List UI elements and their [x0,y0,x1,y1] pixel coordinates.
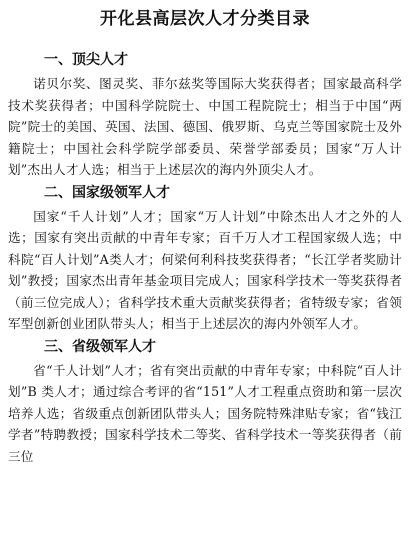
section-top-talent [8,48,402,181]
section-heading-top-talent: 一、顶尖人才 [44,52,128,68]
section-national-leading-talent [8,181,402,335]
section-heading-provincial-leading-talent: 三、省级领军人才 [44,338,156,355]
section-body-top-talent: 诺贝尔奖、图灵奖、菲尔兹奖等国际大奖获得者；国家最高科学技术奖获得者；中国科学院院士、中国工程院院士；相当于中国“两院”院士的美国、英国、法国、德国、俄罗斯、乌克兰等国家院士及外籍院士；中国社会科学院学部委员、荣誉学部委员；国家“万人计划”杰出人才人选；相当于上述层次的海内外顶尖人才。 [8,76,402,177]
section-body-national-leading-talent: 国家“千人计划”人才；国家“万人计划”中除杰出人才之外的人选；国家有突出贡献的中青年专家；百千万人才工程国家级人选；中科院“百人计划”A类人才；何梁何利科技奖获得者；“长江学者奖励计划”教授；国家杰出青年基金项目完成人；国家科学技术一等奖获得者（前三位完成人）；省科学技术重大贡献奖获得者；省特级专家；省领军型创新创业团队带头人；相当于上述层次的海内外领军人才。 [8,208,402,331]
document-title: 开化县高层次人才分类目录 [100,9,310,29]
section-heading-national-leading-talent: 二、国家级领军人才 [44,184,170,201]
section-provincial-leading-talent [8,335,402,468]
section-body-provincial-leading-talent: 省“千人计划”人才；省有突出贡献的中青年专家；中科院“百人计划”B 类人才；通过综合考评的省“151”人才工程重点资助和第一层次培养人选；省级重点创新团队带头人；国务院特殊津贴专家；省“钱江学者”特聘教授；国家科学技术二等奖、省科学技术一等奖获得者（前三位 [8,362,402,464]
